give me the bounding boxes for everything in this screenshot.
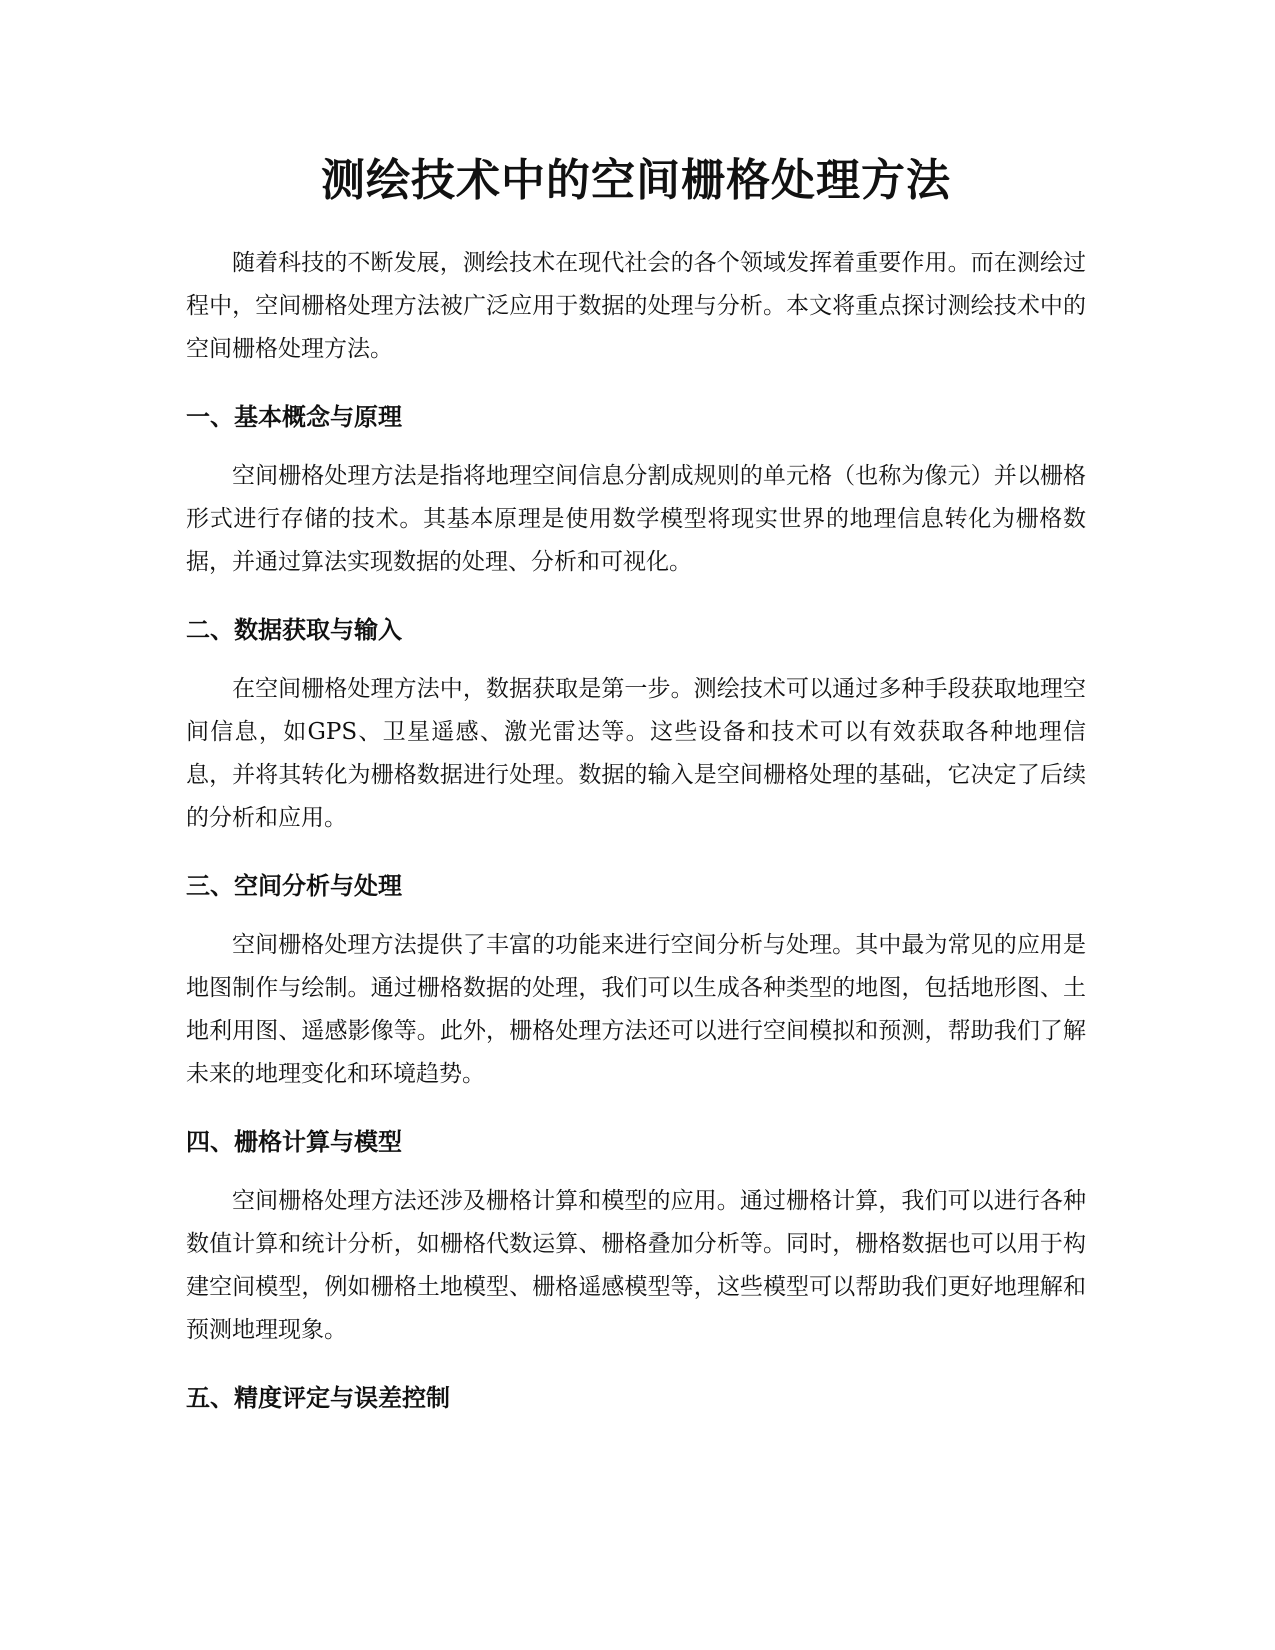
section-body-spatial-analysis: 空间栅格处理方法提供了丰富的功能来进行空间分析与处理。其中最为常见的应用是地图制作与绘制。通过栅格数据的处理，我们可以生成各种类型的地图，包括地形图、土地利用图、遥感影像等。此外，栅格处理方法还可以进行空间模拟和预测，帮助我们了解未来的地理变化和环境趋势。 — [186, 932, 1086, 1087]
section-body-basic-concepts: 空间栅格处理方法是指将地理空间信息分割成规则的单元格（也称为像元）并以栅格形式进行存储的技术。其基本原理是使用数学模型将现实世界的地理信息转化为栅格数据，并通过算法实现数据的处理、分析和可视化。 — [186, 463, 1086, 575]
document-page — [186, 150, 1086, 1436]
section-heading-basic-concepts: 一、基本概念与原理 — [186, 403, 402, 431]
section-body-data-acquisition: 在空间栅格处理方法中，数据获取是第一步。测绘技术可以通过多种手段获取地理空间信息，如GPS、卫星遥感、激光雷达等。这些设备和技术可以有效获取各种地理信息，并将其转化为栅格数据进行处理。数据的输入是空间栅格处理的基础，它决定了后续的分析和应用。 — [186, 676, 1086, 831]
section-heading-accuracy-assessment: 五、精度评定与误差控制 — [186, 1384, 450, 1412]
section-heading-data-acquisition: 二、数据获取与输入 — [186, 616, 402, 644]
section-heading-spatial-analysis: 三、空间分析与处理 — [186, 872, 402, 900]
section-body-raster-computation: 空间栅格处理方法还涉及栅格计算和模型的应用。通过栅格计算，我们可以进行各种数值计算和统计分析，如栅格代数运算、栅格叠加分析等。同时，栅格数据也可以用于构建空间模型，例如栅格土地模型、栅格遥感模型等，这些模型可以帮助我们更好地理解和预测地理现象。 — [186, 1188, 1086, 1343]
document-title: 测绘技术中的空间栅格处理方法 — [321, 155, 951, 206]
section-heading-raster-computation: 四、栅格计算与模型 — [186, 1128, 402, 1156]
intro-paragraph: 随着科技的不断发展，测绘技术在现代社会的各个领域发挥着重要作用。而在测绘过程中，空间栅格处理方法被广泛应用于数据的处理与分析。本文将重点探讨测绘技术中的空间栅格处理方法。 — [186, 250, 1086, 362]
